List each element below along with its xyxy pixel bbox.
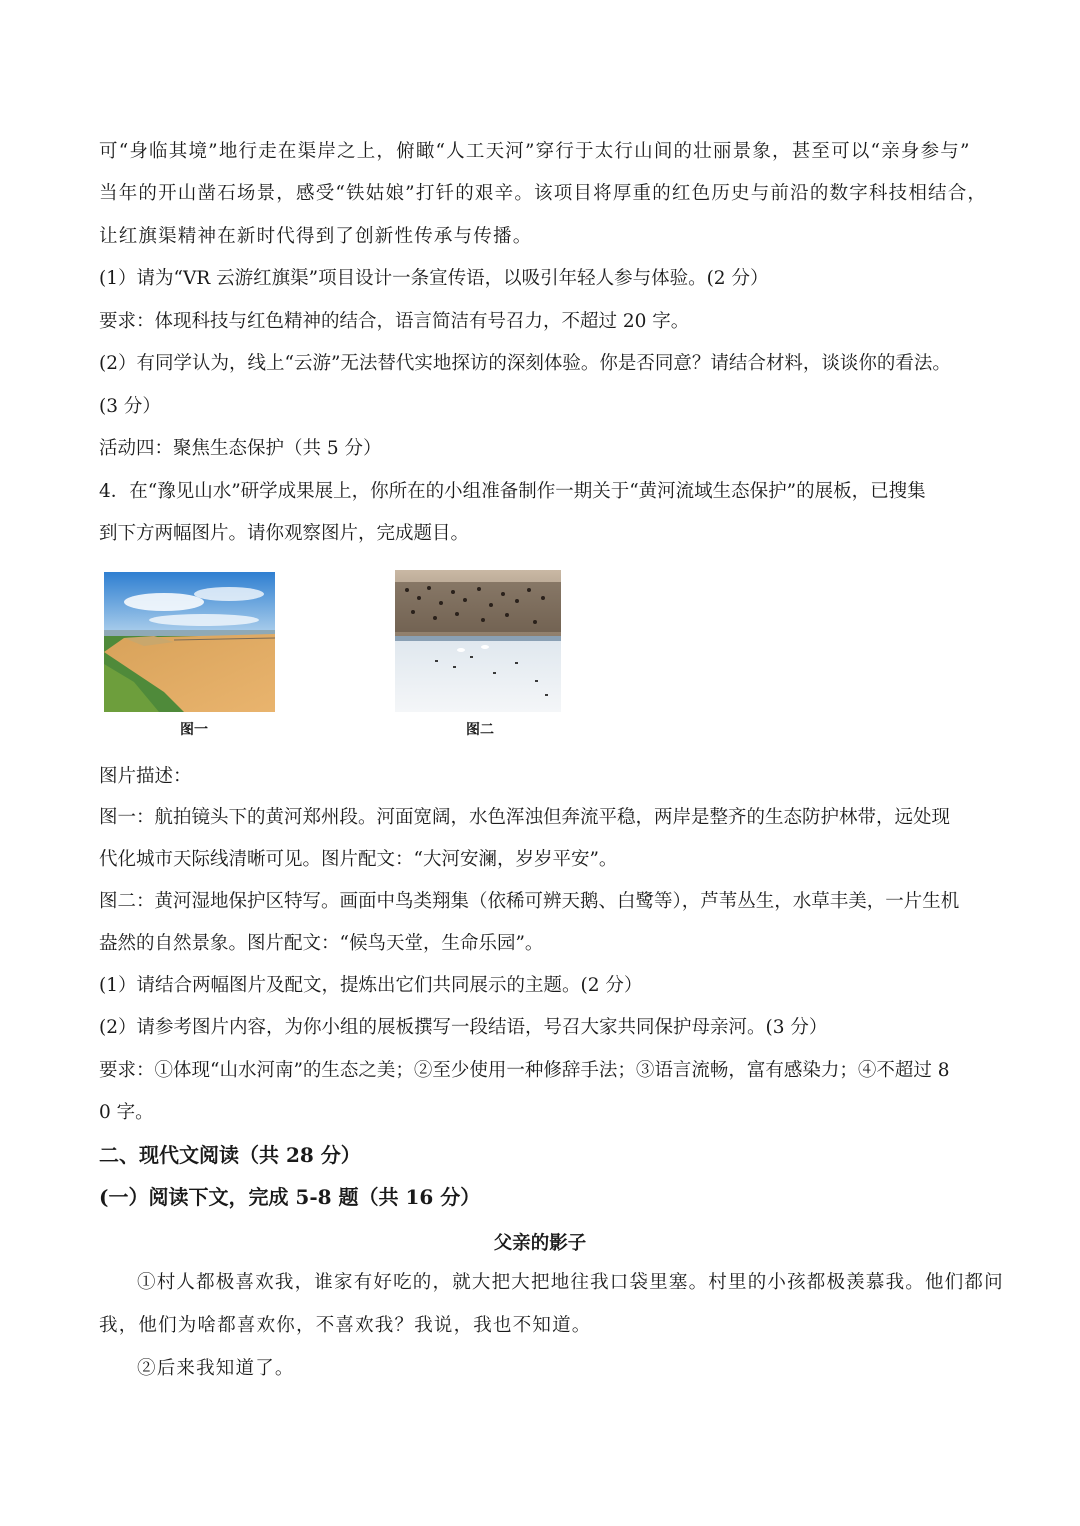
intro-line-1: 可“身临其境”地行走在渠岸之上，俯瞰“人工天河”穿行于太行山间的壮丽景象，甚至可以“亲身参与”: [99, 141, 971, 162]
intro-line-2: 当年的开山凿石场景，感受“铁姑娘”打钎的艰辛。该项目将厚重的红色历史与前沿的数字科技相结合，: [99, 183, 988, 204]
picture-description-heading: 图片描述：: [99, 766, 192, 787]
q4-sub1: (1）请结合两幅图片及配文，提炼出它们共同展示的主题。(2 分）: [99, 975, 643, 996]
figure1-description-line-2: 代化城市天际线清晰可见。图片配文：“大河安澜，岁岁平安”。: [99, 849, 618, 870]
essay-para1-line-2: 我，他们为啥都喜欢你，不喜欢我？我说，我也不知道。: [99, 1315, 592, 1336]
figure1-description-line-1: 图一：航拍镜头下的黄河郑州段。河面宽阔，水色浑浊但奔流平稳，两岸是整齐的生态防护林带，远处现: [99, 807, 951, 828]
q4-line-2: 到下方两幅图片。请你观察图片，完成题目。: [99, 523, 470, 544]
q4-line-1: 4．在“豫见山水”研学成果展上，你所在的小组准备制作一期关于“黄河流域生态保护”的展板，已搜集: [99, 481, 926, 502]
essay-title: 父亲的影子: [493, 1233, 587, 1254]
figure2-wetland-birds-image: [395, 570, 561, 712]
figure2-caption: 图二: [466, 722, 494, 738]
q3-sub2-line-2: (3 分）: [99, 396, 161, 417]
q3-sub2-line-1: (2）有同学认为，线上“云游”无法替代实地探访的深刻体验。你是否同意？请结合材料，谈谈你的看法。: [99, 353, 951, 374]
q4-requirement-line-2: 0 字。: [99, 1102, 154, 1123]
intro-line-3: 让红旗渠精神在新时代得到了创新性传承与传播。: [99, 226, 533, 247]
figure2-description-line-1: 图二：黄河湿地保护区特写。画面中鸟类翔集（依稀可辨天鹅、白鹭等），芦苇丛生，水草丰美，一片生机: [99, 891, 960, 912]
q3-sub1-requirement: 要求：体现科技与红色精神的结合，语言简洁有号召力，不超过 20 字。: [99, 311, 690, 332]
q3-sub1: (1）请为“VR 云游红旗渠”项目设计一条宣传语，以吸引年轻人参与体验。(2 分）: [99, 268, 769, 289]
section2-subheading: (一）阅读下文，完成 5-8 题（共 16 分）: [99, 1185, 481, 1209]
q4-requirement-line-1: 要求：①体现“山水河南”的生态之美；②至少使用一种修辞手法；③语言流畅，富有感染力；④不超过 8: [99, 1060, 950, 1081]
section2-heading: 二、现代文阅读（共 28 分）: [99, 1143, 361, 1167]
figure2-description-line-2: 盎然的自然景象。图片配文：“候鸟天堂，生命乐园”。: [99, 933, 544, 954]
essay-para2: ②后来我知道了。: [137, 1358, 295, 1379]
q4-sub2: (2）请参考图片内容，为你小组的展板撰写一段结语，号召大家共同保护母亲河。(3 分）: [99, 1017, 828, 1038]
activity4-heading: 活动四：聚焦生态保护（共 5 分）: [99, 438, 382, 459]
essay-para1-line-1: ①村人都极喜欢我，谁家有好吃的，就大把大把地往我口袋里塞。村里的小孩都极羡慕我。他们都问: [137, 1272, 1004, 1293]
figure1-yellow-river-image: [104, 572, 275, 712]
figure1-caption: 图一: [180, 722, 208, 738]
